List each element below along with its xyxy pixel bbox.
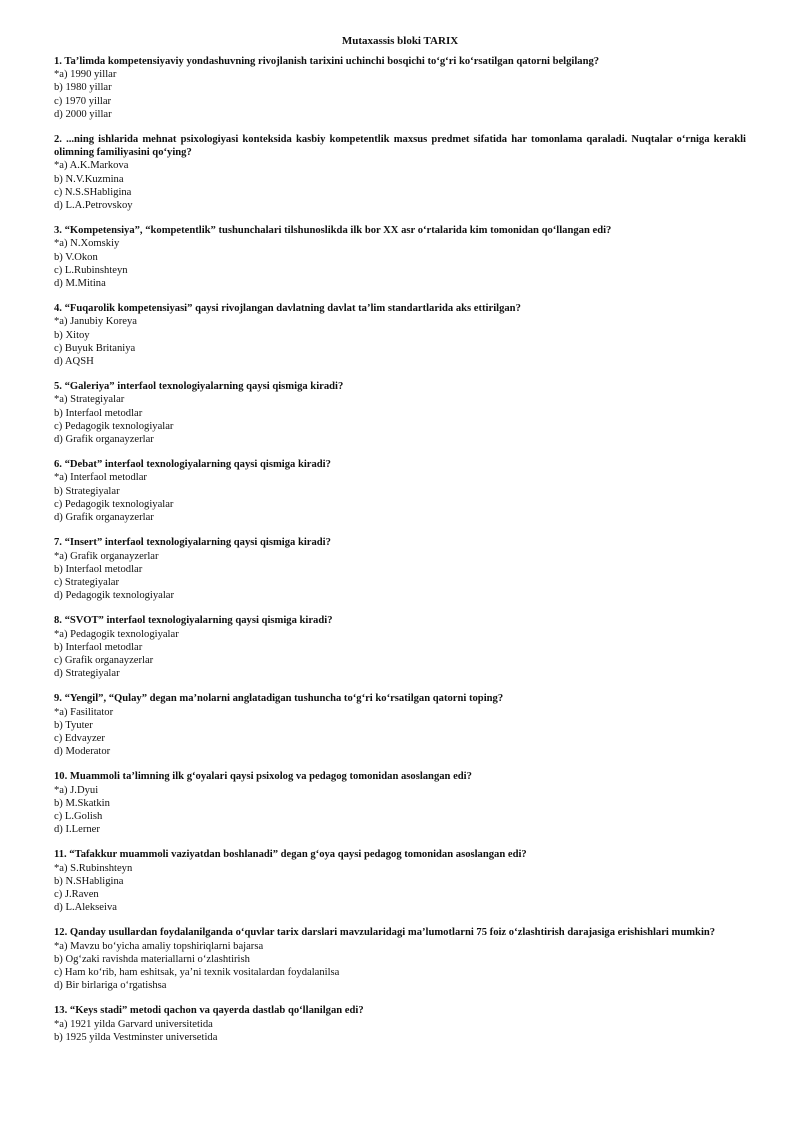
question-block (54, 133, 746, 212)
answer-option: b) M.Skatkin (54, 797, 110, 809)
question-text: 12. Qanday usullardan foydalanilganda o‘quvlar tarix darslari mavzularidagi ma’lumotlarni 75 foiz o‘zlashtirish darajasiga erishishlari mumkin? (54, 927, 716, 939)
answer-option: d) Bir birlariga o‘rgatishsa (54, 980, 167, 992)
answer-option: d) 2000 yillar (54, 108, 112, 120)
answer-option: *a) Pedagogik texnologiyalar (54, 628, 179, 640)
answer-option: b) Interfaol metodlar (54, 641, 143, 653)
answer-option: d) Pedagogik texnologiyalar (54, 590, 175, 602)
answer-option: c) Strategiyalar (54, 576, 120, 588)
answer-option: c) L.Rubinshteyn (54, 264, 128, 276)
question-block (54, 55, 746, 121)
question-block (54, 380, 746, 446)
answer-option: *a) 1921 yilda Garvard universitetida (54, 1018, 213, 1030)
answer-option: b) V.Okon (54, 251, 98, 263)
answer-option: d) Strategiyalar (54, 668, 120, 680)
question-text: 6. “Debat” interfaol texnologiyalarning qaysi qismiga kiradi? (54, 459, 331, 471)
question-block (54, 770, 746, 836)
answer-option: c) N.S.SHabligina (54, 186, 132, 198)
answer-option: b) Strategiyalar (54, 485, 120, 497)
answer-option: *a) Mavzu bo‘yicha amaliy topshiriqlarni bajarsa (54, 940, 264, 952)
question-block (54, 458, 746, 524)
answer-option: *a) J.Dyui (54, 784, 99, 796)
question-text: 11. “Tafakkur muammoli vaziyatdan boshlanadi” degan g‘oya qaysi pedagog tomonidan asoslangan edi? (54, 849, 527, 861)
question-text: 3. “Kompetensiya”, “kompetentlik” tushunchalari tilshunoslikda ilk bor XX asr o‘rtalarida kim tomonidan qo‘llangan edi? (54, 225, 612, 237)
document-title: Mutaxassis bloki TARIX (341, 35, 459, 47)
answer-option: *a) N.Xomskiy (54, 238, 120, 250)
answer-option: d) L.Alekseiva (54, 902, 117, 914)
question-text: 8. “SVOT” interfaol texnologiyalarning qaysi qismiga kiradi? (54, 615, 333, 627)
question-block (54, 926, 746, 992)
answer-option: *a) S.Rubinshteyn (54, 862, 133, 874)
answer-option: d) L.A.Petrovskoy (54, 200, 133, 212)
answer-option: b) Interfaol metodlar (54, 407, 143, 419)
answer-option: d) Grafik organayzerlar (54, 434, 154, 446)
question-text: 4. “Fuqarolik kompetensiyasi” qaysi rivojlangan davlatning davlat ta’lim standartlarida aks ettirilgan? (54, 303, 521, 315)
answer-option: c) J.Raven (54, 888, 99, 900)
question-text: 2. ...ning ishlarida mehnat psixologiyasi konteksida kasbiy kompetentlik maxsus predmet sifatida har tomonlama qaraladi. Nuqtalar o‘rniga kerakli olimning familiyasini qo‘ying? (54, 134, 746, 159)
answer-option: b) N.V.Kuzmina (54, 173, 124, 185)
answer-option: d) Grafik organayzerlar (54, 512, 154, 524)
answer-option: c) Edvayzer (54, 732, 105, 744)
question-list (54, 55, 746, 1056)
answer-option: b) Tyuter (54, 719, 93, 731)
answer-option: b) Xitoy (54, 329, 90, 341)
answer-option: d) I.Lerner (54, 824, 100, 836)
answer-option: c) Ham ko‘rib, ham eshitsak, ya’ni texnik vositalardan foydalanilsa (54, 966, 340, 978)
answer-option: b) Og‘zaki ravishda materiallarni o‘zlashtirish (54, 953, 250, 965)
question-text: 5. “Galeriya” interfaol texnologiyalarning qaysi qismiga kiradi? (54, 381, 344, 393)
answer-option: d) M.Mitina (54, 278, 106, 290)
answer-option: *a) A.K.Markova (54, 160, 129, 172)
answer-option: d) Moderator (54, 746, 111, 758)
question-block (54, 848, 746, 914)
question-block (54, 1004, 746, 1044)
question-text: 1. Ta’limda kompetensiyaviy yondashuvning rivojlanish tarixini uchinchi bosqichi to‘g‘ri ko‘rsatilgan qatorni belgilang? (54, 56, 600, 67)
answer-option: c) Buyuk Britaniya (54, 342, 136, 354)
question-text: 10. Muammoli ta’limning ilk g‘oyalari qaysi psixolog va pedagog tomonidan asoslangan edi? (54, 771, 472, 783)
question-block (54, 224, 746, 290)
answer-option: c) Pedagogik texnologiyalar (54, 498, 174, 510)
answer-option: *a) Janubiy Koreya (54, 316, 137, 328)
answer-option: *a) Strategiyalar (54, 394, 125, 406)
answer-option: b) Interfaol metodlar (54, 563, 143, 575)
answer-option: *a) Fasilitator (54, 706, 114, 718)
answer-option: c) L.Golish (54, 810, 103, 822)
answer-option: c) Pedagogik texnologiyalar (54, 420, 174, 432)
answer-option: b) N.SHabligina (54, 875, 124, 887)
answer-option: *a) 1990 yillar (54, 69, 117, 81)
answer-option: d) AQSH (54, 356, 94, 368)
answer-option: *a) Grafik organayzerlar (54, 550, 159, 562)
question-text: 7. “Insert” interfaol texnologiyalarning qaysi qismiga kiradi? (54, 537, 331, 549)
question-text: 9. “Yengil”, “Qulay” degan ma’nolarni anglatadigan tushuncha to‘g‘ri ko‘rsatilgan qatorni toping? (54, 693, 504, 705)
question-text: 13. “Keys stadi” metodi qachon va qayerda dastlab qo‘llanilgan edi? (54, 1005, 364, 1017)
answer-option: b) 1925 yilda Vestminster universetida (54, 1031, 218, 1043)
question-block (54, 614, 746, 680)
question-block (54, 302, 746, 368)
answer-option: b) 1980 yillar (54, 82, 112, 94)
question-block (54, 536, 746, 602)
answer-option: *a) Interfaol metodlar (54, 472, 147, 484)
answer-option: c) 1970 yillar (54, 95, 112, 107)
answer-option: c) Grafik organayzerlar (54, 654, 154, 666)
question-block (54, 692, 746, 758)
